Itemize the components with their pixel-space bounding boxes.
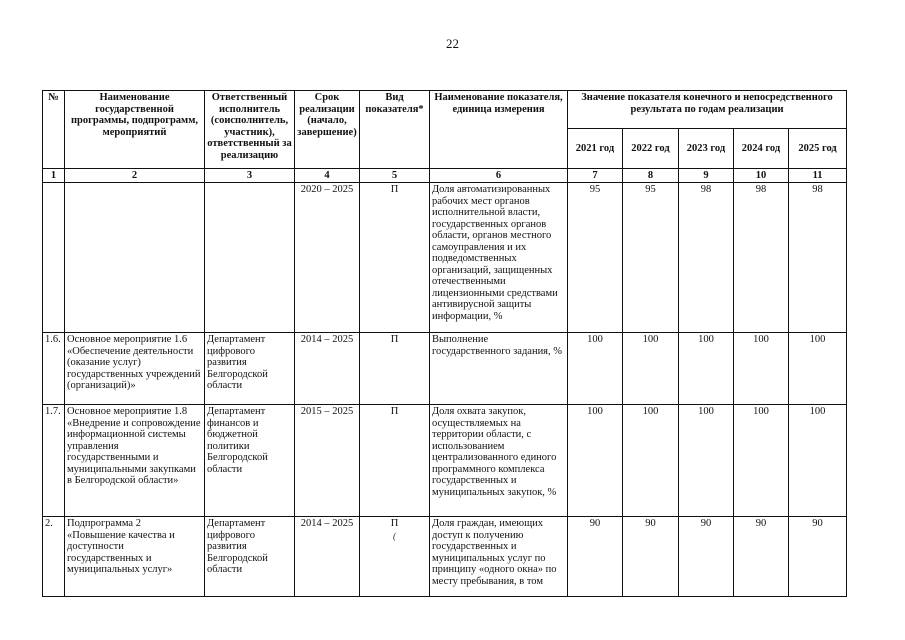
column-number: 10 xyxy=(734,169,789,183)
row-name: Основное мероприятие 1.8 «Внедрение и сопровождение информационной системы управления государственными и муниципальными закупками в Белгородской области» xyxy=(65,405,205,517)
row-period: 2015 – 2025 xyxy=(295,405,360,517)
row-type: П xyxy=(360,405,430,517)
row-value-2022: 90 xyxy=(623,517,679,597)
column-number: 1 xyxy=(43,169,65,183)
row-value-2021: 100 xyxy=(568,333,623,405)
column-number: 4 xyxy=(295,169,360,183)
row-number: 2. xyxy=(43,517,65,597)
row-responsible: Департамент цифрового развития Белгородской области xyxy=(205,517,295,597)
header-year-2021: 2021 год xyxy=(568,129,623,169)
row-value-2023: 90 xyxy=(679,517,734,597)
row-type: П xyxy=(390,518,399,529)
header-responsible: Ответственный исполнитель (соисполнитель, участник), ответственный за реализацию xyxy=(205,91,295,169)
row-indicator: Выполнение государственного задания, % xyxy=(430,333,568,405)
row-type: П xyxy=(360,183,430,333)
row-value-2022: 100 xyxy=(623,333,679,405)
row-indicator: Доля автоматизированных рабочих мест органов исполнительной власти, государственных органов области, органов местного самоуправления и их подведомственных организаций, защищенных отечественными лицензионными средствами антивирусной защиты информации, % xyxy=(430,183,568,333)
row-type-cell xyxy=(360,517,430,597)
header-year-2022: 2022 год xyxy=(623,129,679,169)
row-value-2021: 100 xyxy=(568,405,623,517)
header-indicator: Наименование показателя, единица измерения xyxy=(430,91,568,169)
row-value-2023: 100 xyxy=(679,405,734,517)
table-row xyxy=(43,517,847,597)
column-number: 5 xyxy=(360,169,430,183)
row-number: 1.6. xyxy=(43,333,65,405)
header-name: Наименование государственной программы, подпрограмм, мероприятий xyxy=(65,91,205,169)
row-period: 2014 – 2025 xyxy=(295,517,360,597)
header-type: Вид показателя* xyxy=(360,91,430,169)
row-name: Основное мероприятие 1.6 «Обеспечение деятельности (оказание услуг) государственных учреждений (организаций)» xyxy=(65,333,205,405)
row-name: Подпрограмма 2 «Повышение качества и доступности государственных и муниципальных услуг» xyxy=(65,517,205,597)
row-value-2025: 100 xyxy=(789,333,847,405)
column-number: 6 xyxy=(430,169,568,183)
header-year-2025: 2025 год xyxy=(789,129,847,169)
row-number xyxy=(43,183,65,333)
row-value-2024: 100 xyxy=(734,405,789,517)
column-number: 7 xyxy=(568,169,623,183)
indicators-table xyxy=(42,90,847,597)
handwritten-mark: ( xyxy=(393,530,396,541)
row-number: 1.7. xyxy=(43,405,65,517)
row-responsible xyxy=(205,183,295,333)
header-year-2023: 2023 год xyxy=(679,129,734,169)
row-indicator: Доля охвата закупок, осуществляемых на территории области, с использованием централизованного единого программного комплекса государственных и муниципальных закупок, % xyxy=(430,405,568,517)
table-row xyxy=(43,333,847,405)
column-number: 2 xyxy=(65,169,205,183)
row-responsible: Департамент финансов и бюджетной политики Белгородской области xyxy=(205,405,295,517)
row-value-2023: 98 xyxy=(679,183,734,333)
column-number: 11 xyxy=(789,169,847,183)
row-indicator: Доля граждан, имеющих доступ к получению государственных и муниципальных услуг по принципу «одного окна» по месту пребывания, в том xyxy=(430,517,568,597)
row-value-2021: 95 xyxy=(568,183,623,333)
row-value-2021: 90 xyxy=(568,517,623,597)
row-value-2024: 100 xyxy=(734,333,789,405)
row-value-2025: 98 xyxy=(789,183,847,333)
row-period: 2020 – 2025 xyxy=(295,183,360,333)
column-number-row xyxy=(43,169,847,183)
row-value-2025: 90 xyxy=(789,517,847,597)
table-row xyxy=(43,183,847,333)
header-values-group: Значение показателя конечного и непосредственного результата по годам реализации xyxy=(568,91,847,129)
table-row xyxy=(43,405,847,517)
row-responsible: Департамент цифрового развития Белгородской области xyxy=(205,333,295,405)
header-row xyxy=(43,91,847,129)
row-value-2025: 100 xyxy=(789,405,847,517)
row-value-2024: 90 xyxy=(734,517,789,597)
column-number: 9 xyxy=(679,169,734,183)
header-no: № xyxy=(43,91,65,169)
row-value-2023: 100 xyxy=(679,333,734,405)
column-number: 3 xyxy=(205,169,295,183)
header-year-2024: 2024 год xyxy=(734,129,789,169)
row-value-2022: 100 xyxy=(623,405,679,517)
header-period: Срок реализации (начало, завершение) xyxy=(295,91,360,169)
column-number: 8 xyxy=(623,169,679,183)
row-type: П xyxy=(360,333,430,405)
row-value-2022: 95 xyxy=(623,183,679,333)
page-number: 22 xyxy=(446,36,459,51)
row-name xyxy=(65,183,205,333)
row-value-2024: 98 xyxy=(734,183,789,333)
row-period: 2014 – 2025 xyxy=(295,333,360,405)
